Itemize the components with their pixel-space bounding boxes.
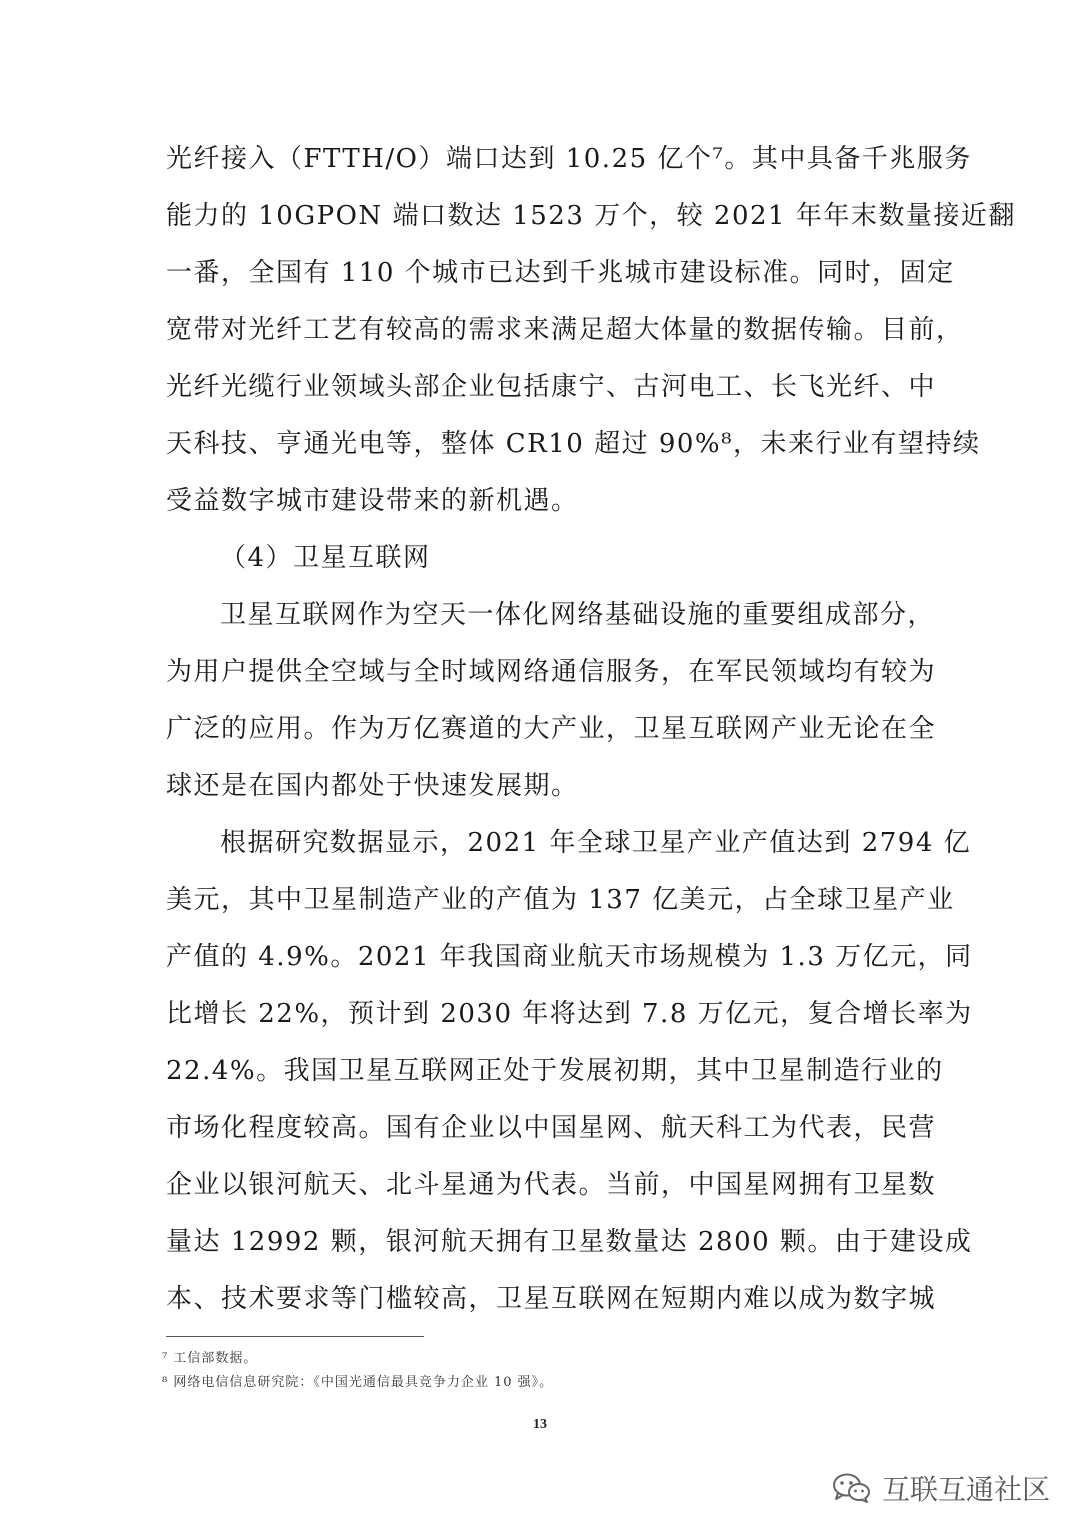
paragraph-line: 球还是在国内都处于快速发展期。	[166, 771, 579, 801]
paragraph-line: 受益数字城市建设带来的新机遇。	[166, 486, 579, 516]
footnote-8: ⁸ 网络电信信息研究院：《中国光通信最具竞争力企业 10 强》。	[162, 1375, 554, 1390]
footnote-divider	[166, 1336, 424, 1337]
paragraph-line: 企业以银河航天、北斗星通为代表。当前，中国星网拥有卫星数	[166, 1170, 937, 1200]
paragraph-line: 卫星互联网作为空天一体化网络基础设施的重要组成部分，	[220, 600, 936, 630]
wechat-watermark	[832, 1468, 1050, 1508]
paragraph-line: 美元，其中卫星制造产业的产值为 137 亿美元，占全球卫星产业	[166, 885, 955, 915]
paragraph-line: 根据研究数据显示，2021 年全球卫星产业产值达到 2794 亿	[220, 828, 972, 858]
page-number: 13	[533, 1417, 547, 1432]
paragraph-line: 天科技、亨通光电等，整体 CR10 超过 90%⁸，未来行业有望持续	[166, 429, 981, 459]
section-heading: （4）卫星互联网	[220, 543, 431, 573]
paragraph-line: 一番，全国有 110 个城市已达到千兆城市建设标准。同时，固定	[166, 258, 955, 288]
paragraph-line: 市场化程度较高。国有企业以中国星网、航天科工为代表，民营	[166, 1113, 937, 1143]
paragraph-line: 宽带对光纤工艺有较高的需求来满足超大体量的数据传输。目前，	[166, 315, 964, 345]
wechat-icon	[832, 1472, 872, 1504]
paragraph-line: 广泛的应用。作为万亿赛道的大产业，卫星互联网产业无论在全	[166, 714, 937, 744]
paragraph-line: 能力的 10GPON 端口数达 1523 万个，较 2021 年年末数量接近翻	[166, 201, 1016, 231]
paragraph-line: 为用户提供全空域与全时域网络通信服务，在军民领域均有较为	[166, 657, 937, 687]
footnote-7: ⁷ 工信部数据。	[162, 1351, 258, 1366]
paragraph-line: 产值的 4.9%。2021 年我国商业航天市场规模为 1.3 万亿元，同	[166, 942, 973, 972]
paragraph-line: 光纤接入（FTTH/O）端口达到 10.25 亿个⁷。其中具备千兆服务	[166, 144, 972, 174]
paragraph-line: 量达 12992 颗，银河航天拥有卫星数量达 2800 颗。由于建设成	[166, 1227, 973, 1257]
paragraph-line: 光纤光缆行业领域头部企业包括康宁、古河电工、长飞光纤、中	[166, 372, 937, 402]
paragraph-line: 比增长 22%，预计到 2030 年将达到 7.8 万亿元，复合增长率为	[166, 999, 973, 1029]
watermark-text: 互联互通社区	[881, 1473, 1050, 1506]
paragraph-line: 22.4%。我国卫星互联网正处于发展初期，其中卫星制造行业的	[166, 1056, 944, 1086]
paragraph-line: 本、技术要求等门槛较高，卫星互联网在短期内难以成为数字城	[166, 1284, 937, 1314]
